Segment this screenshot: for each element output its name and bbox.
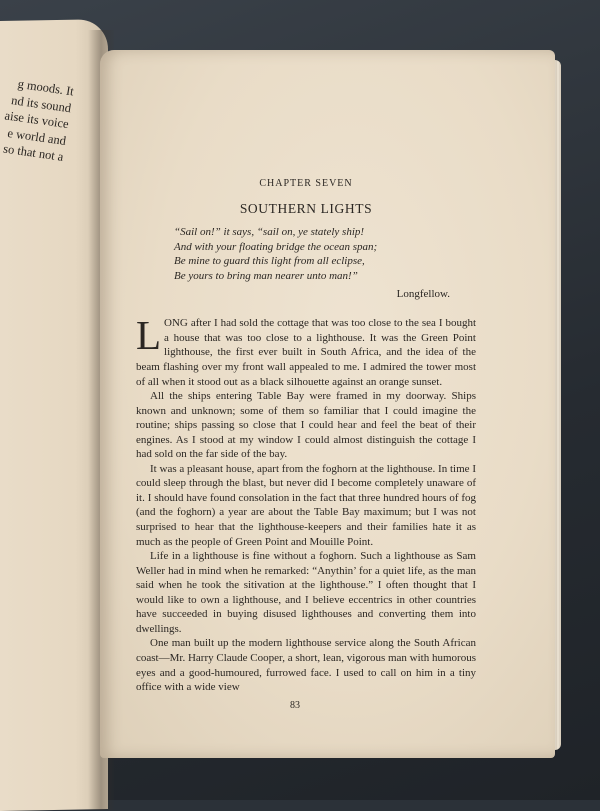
left-page-line: nd its sound <box>10 92 73 115</box>
paragraph: Life in a lighthouse is fine without a foghorn. Such a lighthouse as Sam Weller had in mind when he remarked: “Anythin’ for a quiet life, as the man said when he took the sitivation at the lighthouse.” I often thought that I would like to own a lighthouse, and I believe eccentrics in other countries have succeeded in buying disused lighthouses and converting them into dwellings. <box>136 550 476 635</box>
page-number: 83 <box>290 700 300 711</box>
page-content <box>136 178 476 695</box>
left-page-line: e world and <box>6 125 68 148</box>
left-page-text <box>0 73 75 165</box>
epigraph-line: “Sail on!” it says, “sail on, ye stately ship! <box>174 226 365 238</box>
paragraph: One man built up the modern lighthouse service along the South African coast—Mr. Harry Claude Cooper, a short, lean, vigorous man with humorous eyes and a good-humoured, furrowed face. I used to call on him in a tiny office with a wide view <box>136 637 476 694</box>
chapter-label: CHAPTER SEVEN <box>259 178 353 189</box>
left-page-line: aise its voice <box>3 108 70 132</box>
epigraph <box>174 225 476 283</box>
paragraph-text: ONG after I had sold the cottage that was too close to the sea I bought a house that was too close to a lighthouse. It was the Green Point lighthouse, the first ever built in South Africa, and the idea of the beam flashing over my front wall appealed to me. I admired the tower most of all when it stood out as a black silhouette against an orange sunset. <box>136 317 476 388</box>
drop-cap: L <box>136 312 162 359</box>
chapter-title: SOUTHERN LIGHTS <box>239 201 373 216</box>
epigraph-line: And with your floating bridge the ocean span; <box>174 240 378 253</box>
paragraph: All the ships entering Table Bay were framed in my doorway. Ships known and unknown; some of them so familiar that I could imagine the routine; ships passing so close that I could hear and feel the beat of their engines. As I stood at my window I could almost distinguish the cottage I had sold on the far side of the bay. <box>136 390 476 461</box>
left-page-line: so that not a <box>2 141 65 164</box>
left-page-line: g moods. It <box>16 76 75 99</box>
paragraph: It was a pleasant house, apart from the foghorn at the lighthouse. In time I could sleep through the blast, but never did I become completely unaware of it. I should have found consolation in the fact that three hundred hours of fog (and the foghorn) a year are about the Table Bay maximum; but I was not surprised to hear that the lighthouse-keepers and their families hate it as much as the people of Green Point and Mouille Point. <box>136 462 476 548</box>
epigraph-line: Be mine to guard this light from all eclipse, <box>174 255 365 268</box>
epigraph-attribution: Longfellow. <box>396 288 450 301</box>
body-text <box>136 312 476 694</box>
paragraph <box>136 312 476 389</box>
epigraph-line: Be yours to bring man nearer unto man!” <box>174 269 358 282</box>
